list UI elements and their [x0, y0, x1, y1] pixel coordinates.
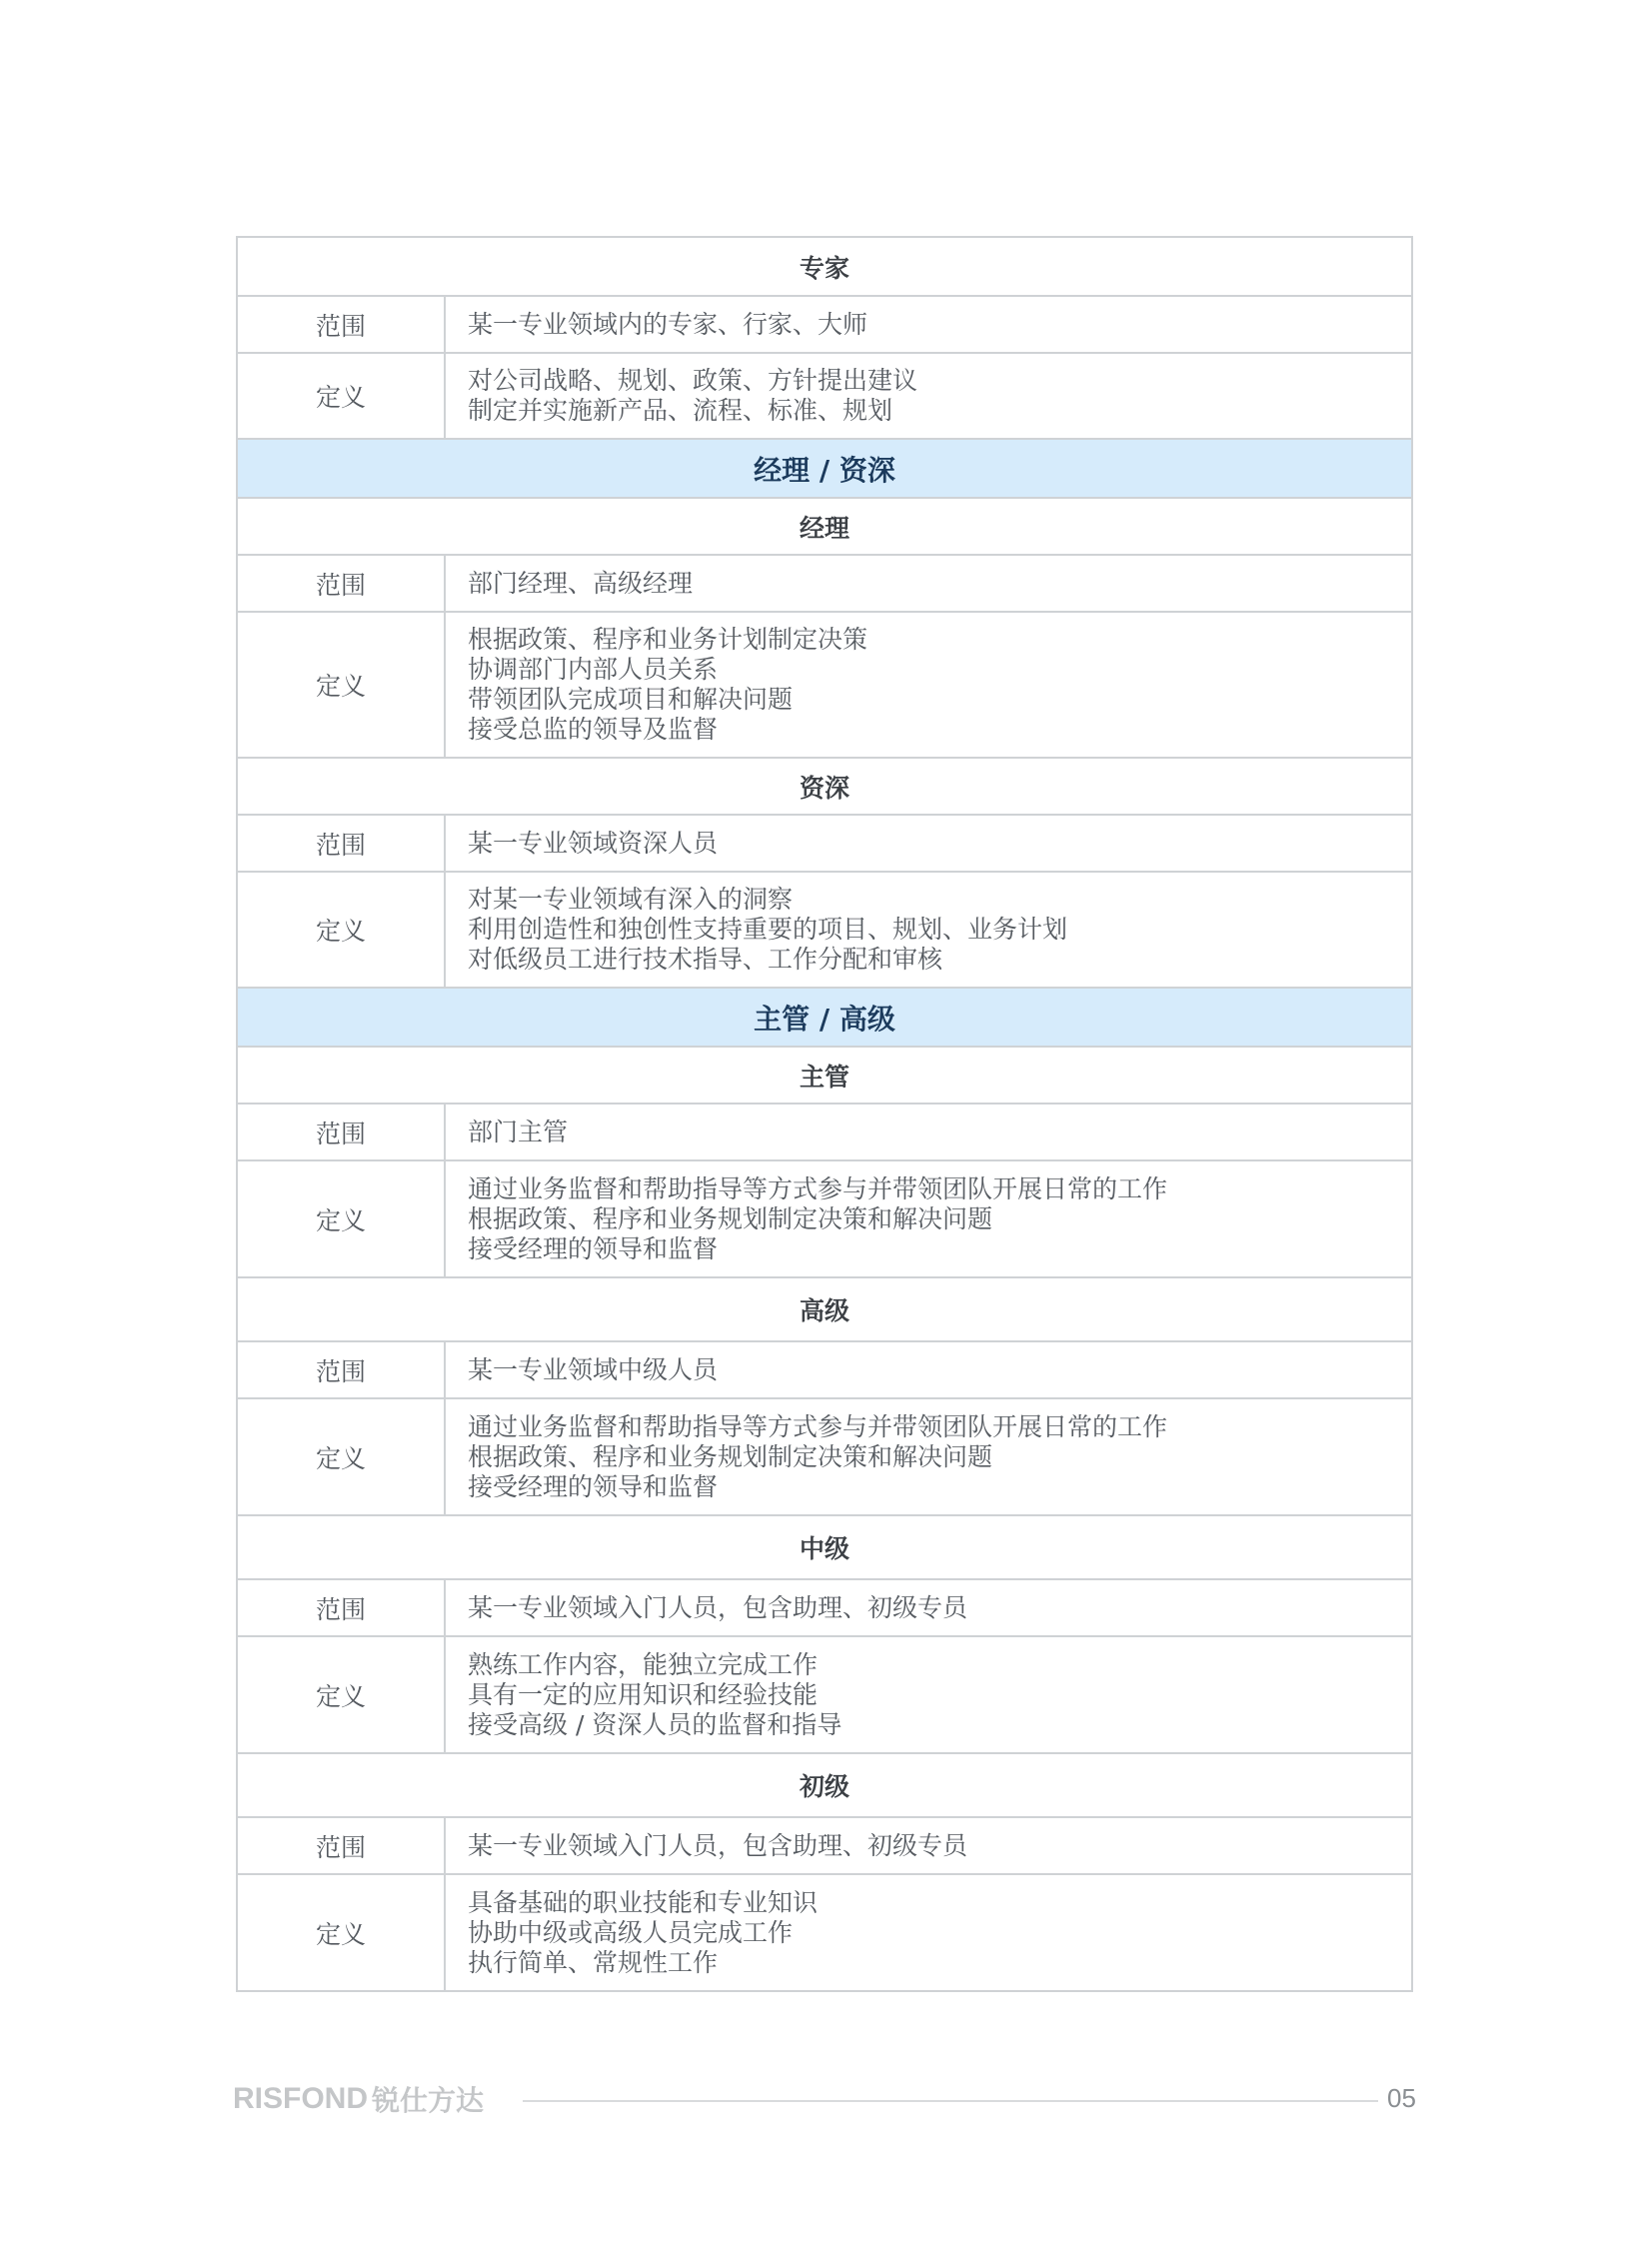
manager-scope-row [238, 554, 1411, 611]
definition-label: 定义 [238, 1399, 446, 1514]
senior-scope-row [238, 814, 1411, 871]
scope-text: 某一专业领域内的专家、行家、大师 [468, 309, 868, 339]
definition-text: 熟练工作内容，能独立完成工作 具有一定的应用知识和经验技能 接受高级 / 资深人员的监督和指导 [468, 1649, 842, 1739]
definition-label: 定义 [238, 1637, 446, 1752]
job-level-table [236, 236, 1413, 1992]
level-heading-manager: 经理 [238, 497, 1411, 554]
advanced-definition-row [238, 1397, 1411, 1514]
level-heading-intermediate: 中级 [238, 1514, 1411, 1578]
definition-text: 通过业务监督和帮助指导等方式参与并带领团队开展日常的工作 根据政策、程序和业务规划制定决策和解决问题 接受经理的领导和监督 [468, 1411, 1168, 1501]
scope-text: 部门主管 [468, 1117, 569, 1146]
brand-logo-latin: RISFOND [233, 2082, 368, 2115]
supervisor-definition-row [238, 1159, 1411, 1276]
category-band-supervisor-advanced: 主管 / 高级 [238, 987, 1411, 1046]
manager-definition-row [238, 611, 1411, 757]
scope-label: 范围 [238, 1818, 446, 1873]
definition-text: 具备基础的职业技能和专业知识 协助中级或高级人员完成工作 执行简单、常规性工作 [468, 1887, 819, 1977]
scope-label: 范围 [238, 556, 446, 611]
definition-label: 定义 [238, 873, 446, 987]
level-heading-senior: 资深 [238, 757, 1411, 814]
definition-label: 定义 [238, 1875, 446, 1990]
scope-label: 范围 [238, 1580, 446, 1635]
brand-logo-chinese: 锐仕方达 [372, 2084, 485, 2117]
scope-text: 某一专业领域资深人员 [468, 828, 719, 858]
supervisor-scope-row [238, 1103, 1411, 1159]
scope-label: 范围 [238, 816, 446, 871]
level-heading-expert: 专家 [799, 253, 849, 283]
definition-text: 对公司战略、规划、政策、方针提出建议 制定并实施新产品、流程、标准、规划 [468, 366, 918, 425]
definition-label: 定义 [238, 613, 446, 757]
scope-text: 某一专业领域入门人员，包含助理、初级专员 [468, 1830, 968, 1860]
senior-definition-row [238, 871, 1411, 987]
definition-text: 通过业务监督和帮助指导等方式参与并带领团队开展日常的工作 根据政策、程序和业务规划制定决策和解决问题 接受经理的领导和监督 [468, 1173, 1168, 1263]
expert-scope-row [238, 295, 1411, 352]
page-footer [0, 2079, 1652, 2119]
advanced-scope-row [238, 1340, 1411, 1397]
level-heading-junior: 初级 [238, 1752, 1411, 1816]
scope-text: 部门经理、高级经理 [468, 568, 694, 598]
intermediate-scope-row [238, 1578, 1411, 1635]
scope-text: 某一专业领域入门人员，包含助理、初级专员 [468, 1592, 968, 1622]
scope-label: 范围 [238, 1342, 446, 1397]
scope-label: 范围 [238, 297, 446, 352]
junior-scope-row [238, 1816, 1411, 1873]
page-number: 05 [1387, 2083, 1416, 2113]
scope-text: 某一专业领域中级人员 [468, 1354, 719, 1384]
footer-divider [523, 2100, 1378, 2102]
category-band-manager-senior: 经理 / 资深 [238, 438, 1411, 497]
brand-logo [233, 2079, 484, 2119]
definition-text: 根据政策、程序和业务计划制定决策 协调部门内部人员关系 带领团队完成项目和解决问题 接受总监的领导及监督 [468, 625, 868, 744]
level-heading-supervisor: 主管 [238, 1046, 1411, 1103]
level-heading-advanced: 高级 [238, 1276, 1411, 1340]
scope-label: 范围 [238, 1105, 446, 1159]
expert-definition-row [238, 352, 1411, 438]
definition-label: 定义 [238, 1161, 446, 1276]
junior-definition-row [238, 1873, 1411, 1990]
intermediate-definition-row [238, 1635, 1411, 1752]
definition-label: 定义 [238, 354, 446, 438]
definition-text: 对某一专业领域有深入的洞察 利用创造性和独创性支持重要的项目、规划、业务计划 对低级员工进行技术指导、工作分配和审核 [468, 885, 1068, 974]
